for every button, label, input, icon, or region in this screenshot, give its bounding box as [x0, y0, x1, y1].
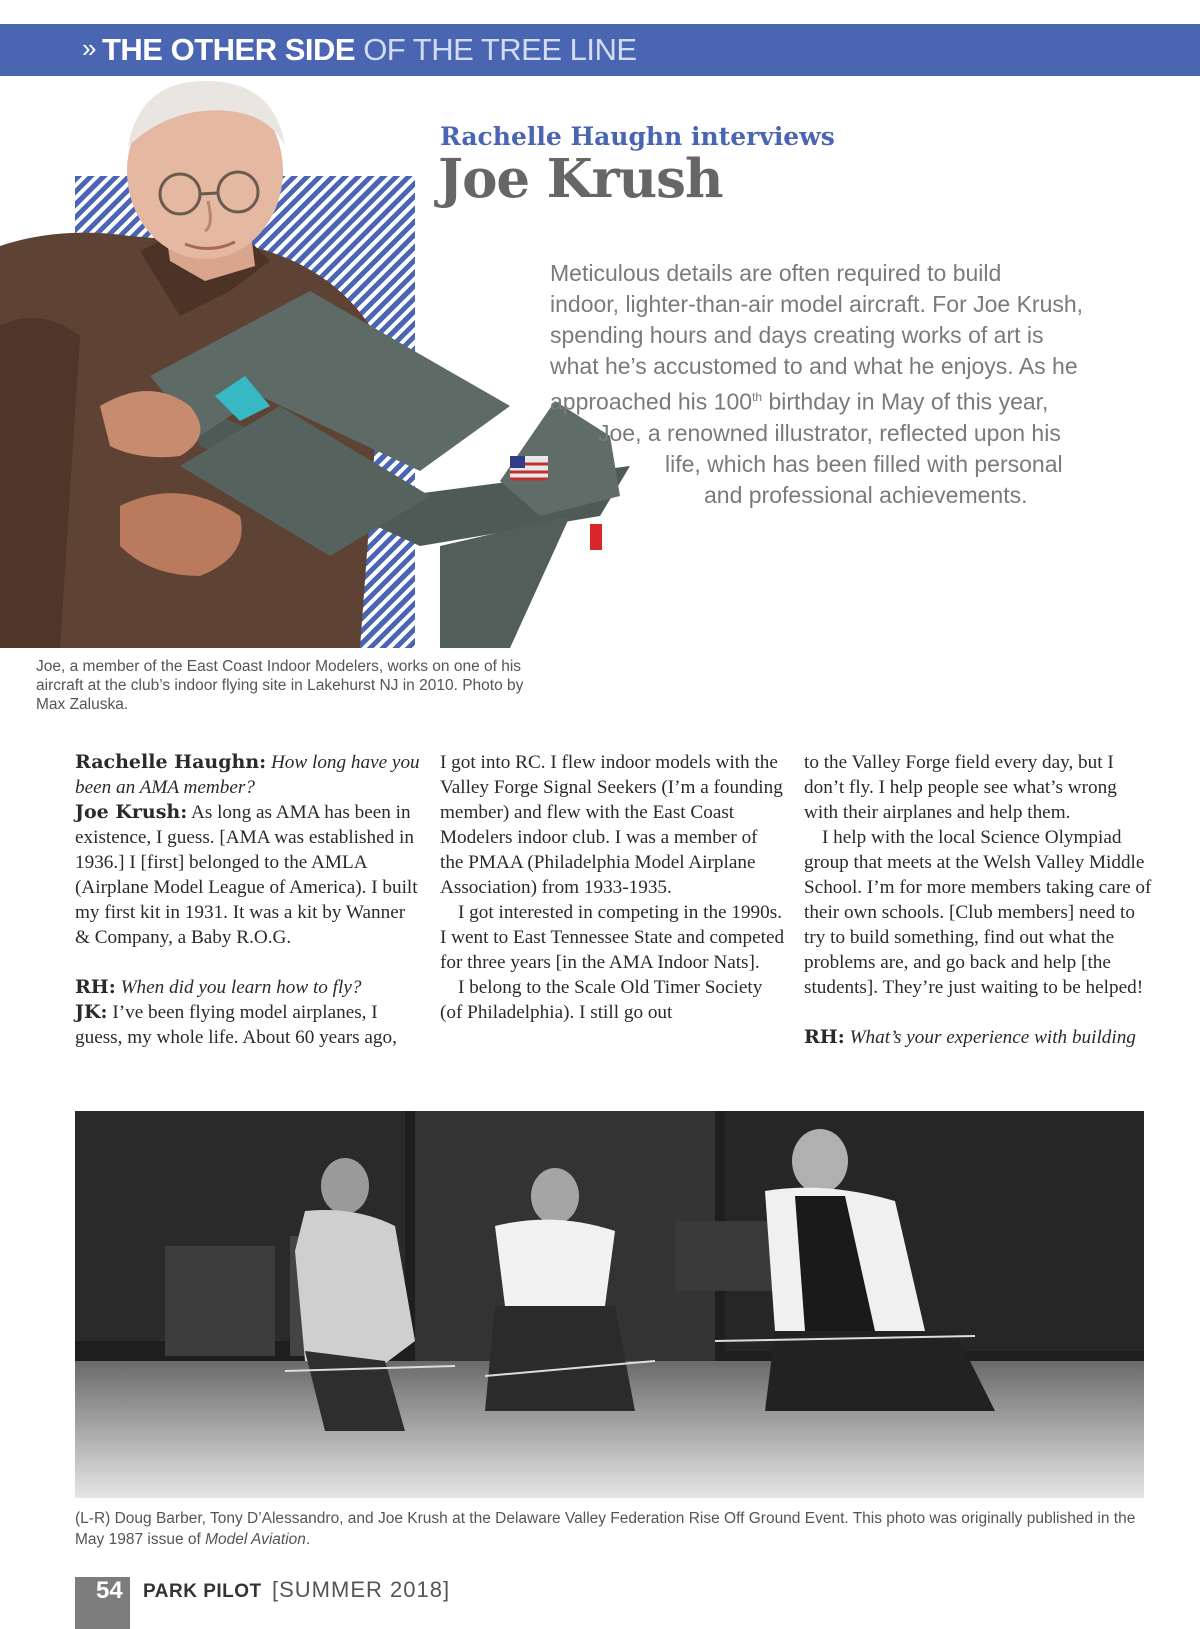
- body-column-2: [440, 750, 785, 1025]
- paragraph: [75, 800, 420, 950]
- deck-superscript: th: [752, 390, 763, 404]
- paragraph: I belong to the Scale Old Timer Society (of Philadelphia). I still go out: [440, 977, 763, 1023]
- page-number: 54: [96, 1577, 123, 1604]
- paragraph: [75, 1000, 420, 1050]
- paragraph: [75, 975, 420, 1000]
- question-text: What’s your experience with building: [844, 1027, 1136, 1048]
- magazine-name: PARK PILOT: [143, 1581, 262, 1602]
- bottom-photo-caption: [75, 1508, 1155, 1550]
- article-deck: [550, 258, 1150, 511]
- deck-line: [550, 382, 1150, 418]
- answer-text: I’ve been flying model airplanes, I guess, my whole life. About 60 years ago,: [75, 1002, 397, 1048]
- body-column-1: [75, 750, 420, 1050]
- publication-name: Model Aviation: [205, 1531, 306, 1548]
- paragraph: to the Valley Forge field every day, but I don’t fly. I help people see what’s wrong with their airplanes and help them.: [804, 752, 1117, 823]
- deck-line: what he’s accustomed to and what he enjoys. As he: [550, 353, 1078, 379]
- speaker-label: Joe Krush:: [75, 801, 188, 823]
- section-title-strong: THE OTHER SIDE: [101, 32, 356, 67]
- caption-text: (L-R) Doug Barber, Tony D’Alessandro, and Joe Krush at the Delaware Valley Federation Rise Off Ground Event. This photo was originally published in the May 1987 issue of: [75, 1510, 1136, 1548]
- article-headline: Joe Krush: [438, 148, 723, 210]
- paragraph: I got into RC. I flew indoor models with the Valley Forge Signal Seekers (I’m a founding member) and flew with the East Coast Modelers indoor club. I was a member of the PMAA (Philadelphia Model Airplane Association) from 1933-1935.: [440, 752, 783, 898]
- deck-line-part: birthday in May of this year,: [762, 388, 1049, 415]
- paragraph: [75, 750, 420, 800]
- bottom-photo-three-modelers: [75, 1111, 1144, 1498]
- issue-label: [SUMMER 2018]: [272, 1577, 451, 1602]
- deck-line: and professional achievements.: [704, 481, 1028, 508]
- paragraph: I help with the local Science Olympiad group that meets at the Welsh Valley Middle School. I’m for more members taking care of their own schools. [Club members] need to try to build something, find out what the problems are, and go back and help [the students]. They’re just waiting to be helped!: [804, 827, 1152, 998]
- speaker-label: Rachelle Haughn:: [75, 751, 267, 773]
- section-title-light: OF THE TREE LINE: [363, 32, 637, 67]
- question-text: How long have you been an AMA member?: [75, 752, 420, 798]
- article-kicker: Rachelle Haughn interviews: [440, 122, 835, 151]
- hero-photo-caption: Joe, a member of the East Coast Indoor Modelers, works on one of his aircraft at the club’s indoor flying site in Lakehurst NJ in 2010. Photo by Max Zaluska.: [36, 658, 524, 713]
- speaker-label: JK:: [75, 1001, 108, 1023]
- speaker-label: RH:: [75, 976, 116, 998]
- deck-line: spending hours and days creating works of art is: [550, 322, 1044, 348]
- caption-text: .: [305, 1531, 311, 1548]
- speaker-label: RH:: [804, 1026, 845, 1048]
- deck-line: indoor, lighter-than-air model aircraft. For Joe Krush,: [550, 291, 1084, 317]
- deck-line-part: approached his 100: [550, 388, 753, 415]
- deck-line: life, which has been filled with personal: [665, 450, 1063, 477]
- deck-line: Meticulous details are often required to build: [550, 260, 1002, 286]
- paragraph: [804, 1025, 1154, 1050]
- answer-text: As long as AMA has been in existence, I guess. [AMA was established in 1936.] I [first] belonged to the AMLA (Airplane Model League of America). I built my first kit in 1931. It was a kit by Wanner & Company, a Baby R.O.G.: [75, 802, 418, 948]
- body-column-3: [804, 750, 1154, 1050]
- paragraph: I got interested in competing in the 1990s. I went to East Tennessee State and competed for three years [in the AMA Indoor Nats].: [440, 902, 785, 973]
- double-chevron-icon: »: [82, 33, 96, 63]
- section-title: [82, 32, 637, 68]
- question-text: When did you learn how to fly?: [115, 977, 362, 998]
- deck-line: Joe, a renowned illustrator, reflected upon his: [598, 419, 1061, 446]
